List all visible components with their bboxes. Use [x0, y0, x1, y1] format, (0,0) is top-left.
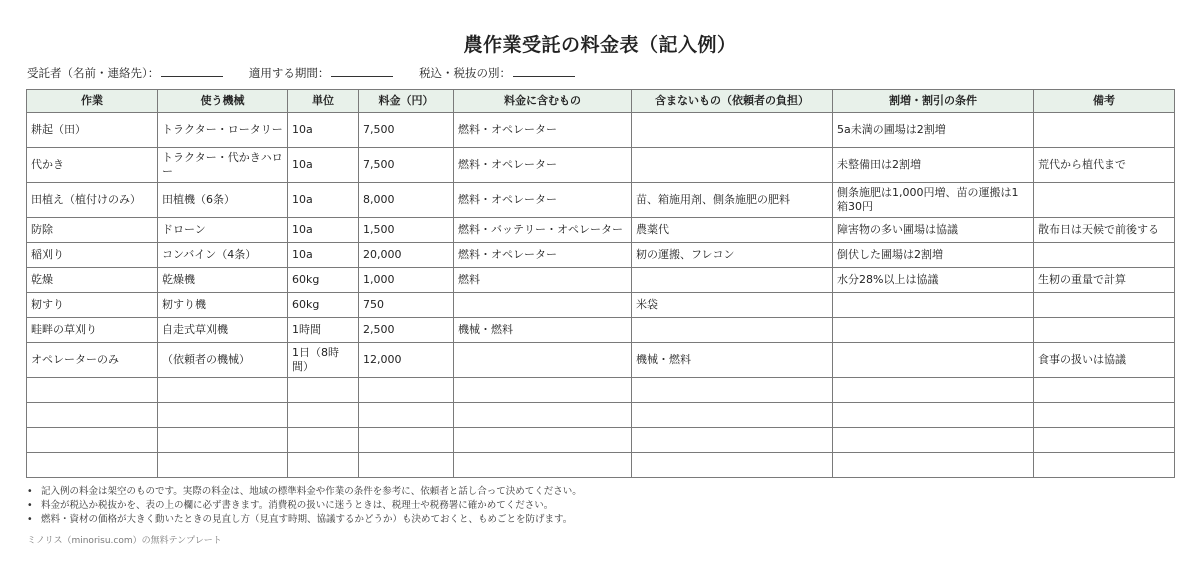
table-cell: 水分28%以上は協議: [833, 268, 1034, 293]
table-cell: 稲刈り: [27, 243, 158, 268]
table-cell: 750: [359, 293, 454, 318]
note-item: • 燃料・資材の価格が大きく動いたときの見直し方（見直す時期、協議するかどうか）も決めておくと、もめごとを防げます。: [27, 513, 582, 527]
table-cell: [632, 318, 833, 343]
meta-label-contractor: 受託者（名前・連絡先）：: [27, 66, 160, 80]
table-cell: 10a: [288, 243, 359, 268]
meta-label-tax: 税込・税抜の別：: [419, 66, 512, 80]
column-header: 単位: [288, 90, 359, 113]
table-cell: 機械・燃料: [454, 318, 632, 343]
table-row: [27, 318, 1175, 343]
table-cell: [833, 293, 1034, 318]
table-cell: [158, 453, 288, 478]
table-cell: [833, 403, 1034, 428]
table-cell: 燃料・オペレーター: [454, 148, 632, 183]
table-row: [27, 243, 1175, 268]
table-row: [27, 428, 1175, 453]
table-cell: [1034, 453, 1175, 478]
meta-blank-tax: [513, 66, 575, 77]
table-cell: [359, 428, 454, 453]
table-cell: 1,000: [359, 268, 454, 293]
table-cell: [27, 403, 158, 428]
table-row: [27, 343, 1175, 378]
table-cell: 倒伏した圃場は2割増: [833, 243, 1034, 268]
meta-blank-contractor: [161, 66, 223, 77]
table-cell: 20,000: [359, 243, 454, 268]
table-cell: 自走式草刈機: [158, 318, 288, 343]
column-header: 含まないもの（依頼者の負担）: [632, 90, 833, 113]
table-cell: 籾すり: [27, 293, 158, 318]
table-cell: 1時間: [288, 318, 359, 343]
table-cell: オペレーターのみ: [27, 343, 158, 378]
table-cell: [833, 453, 1034, 478]
table-cell: [632, 113, 833, 148]
table-cell: [27, 378, 158, 403]
table-cell: [1034, 318, 1175, 343]
table-cell: トラクター・代かきハロー: [158, 148, 288, 183]
table-cell: 籾の運搬、フレコン: [632, 243, 833, 268]
note-item: • 記入例の料金は架空のものです。実際の料金は、地域の標準料金や作業の条件を参考に、依頼者と話し合って決めてください。: [27, 485, 582, 499]
table-cell: 機械・燃料: [632, 343, 833, 378]
column-header: 使う機械: [158, 90, 288, 113]
table-body: [27, 113, 1175, 478]
column-header: 料金に含むもの: [454, 90, 632, 113]
table-cell: [1034, 243, 1175, 268]
table-cell: [1034, 113, 1175, 148]
table-cell: [454, 343, 632, 378]
fee-table: [26, 89, 1175, 478]
table-row: [27, 183, 1175, 218]
table-cell: 食事の扱いは協議: [1034, 343, 1175, 378]
table-row: [27, 378, 1175, 403]
table-cell: 耕起（田）: [27, 113, 158, 148]
table-header-row: [27, 90, 1175, 113]
meta-blank-period: [331, 66, 393, 77]
table-cell: 燃料・オペレーター: [454, 113, 632, 148]
table-cell: 10a: [288, 113, 359, 148]
table-cell: [359, 403, 454, 428]
column-header: 備考: [1034, 90, 1175, 113]
table-cell: （依頼者の機械）: [158, 343, 288, 378]
table-cell: 1,500: [359, 218, 454, 243]
table-cell: [454, 378, 632, 403]
table-cell: 1日（8時間）: [288, 343, 359, 378]
table-cell: 側条施肥は1,000円増、苗の運搬は1箱30円: [833, 183, 1034, 218]
table-cell: 燃料: [454, 268, 632, 293]
table-cell: 未整備田は2割増: [833, 148, 1034, 183]
table-cell: [1034, 428, 1175, 453]
table-cell: [359, 378, 454, 403]
table-cell: 生籾の重量で計算: [1034, 268, 1175, 293]
table-cell: [1034, 403, 1175, 428]
column-header: 料金（円）: [359, 90, 454, 113]
table-cell: 畦畔の草刈り: [27, 318, 158, 343]
table-cell: 籾すり機: [158, 293, 288, 318]
column-header: 作業: [27, 90, 158, 113]
table-cell: [158, 428, 288, 453]
table-cell: 乾燥機: [158, 268, 288, 293]
table-cell: [1034, 293, 1175, 318]
table-cell: [632, 148, 833, 183]
note-item: • 料金が税込か税抜かを、表の上の欄に必ず書きます。消費税の扱いに迷うときは、税理士や税務署に確かめてください。: [27, 499, 582, 513]
notes-list: [27, 485, 582, 527]
table-cell: 12,000: [359, 343, 454, 378]
table-cell: [632, 403, 833, 428]
table-cell: 10a: [288, 148, 359, 183]
meta-field-contractor: [27, 65, 223, 81]
table-cell: [27, 428, 158, 453]
table-cell: 10a: [288, 183, 359, 218]
table-cell: 乾燥: [27, 268, 158, 293]
table-cell: [288, 428, 359, 453]
table-row: [27, 113, 1175, 148]
table-cell: [454, 293, 632, 318]
table-cell: [632, 453, 833, 478]
table-cell: [454, 403, 632, 428]
table-cell: [288, 403, 359, 428]
table-cell: [359, 453, 454, 478]
table-cell: 荒代から植代まで: [1034, 148, 1175, 183]
table-cell: [27, 453, 158, 478]
table-cell: トラクター・ロータリー: [158, 113, 288, 148]
table-cell: [833, 378, 1034, 403]
table-cell: 散布日は天候で前後する: [1034, 218, 1175, 243]
table-cell: 米袋: [632, 293, 833, 318]
table-row: [27, 293, 1175, 318]
meta-fields: [27, 65, 597, 81]
table-cell: [833, 343, 1034, 378]
meta-field-period: [249, 65, 394, 81]
table-cell: 苗、箱施用剤、側条施肥の肥料: [632, 183, 833, 218]
table-cell: 燃料・オペレーター: [454, 243, 632, 268]
table-cell: 代かき: [27, 148, 158, 183]
table-cell: [158, 403, 288, 428]
table-cell: [454, 453, 632, 478]
table-cell: 10a: [288, 218, 359, 243]
table-cell: 防除: [27, 218, 158, 243]
table-cell: 農薬代: [632, 218, 833, 243]
table-cell: [288, 378, 359, 403]
table-cell: 田植え（植付けのみ）: [27, 183, 158, 218]
table-cell: 60kg: [288, 293, 359, 318]
meta-field-tax: [419, 65, 575, 81]
table-cell: 7,500: [359, 113, 454, 148]
table-cell: 60kg: [288, 268, 359, 293]
table-cell: コンバイン（4条）: [158, 243, 288, 268]
table-row: [27, 148, 1175, 183]
table-cell: 2,500: [359, 318, 454, 343]
table-cell: [454, 428, 632, 453]
table-cell: ドローン: [158, 218, 288, 243]
template-credit: ミノリス（minorisu.com）の無料テンプレート: [27, 536, 222, 546]
table-cell: 燃料・バッテリー・オペレーター: [454, 218, 632, 243]
page-title: 農作業受託の料金表（記入例）: [463, 34, 737, 56]
table-cell: 8,000: [359, 183, 454, 218]
table-cell: [632, 268, 833, 293]
table-cell: 7,500: [359, 148, 454, 183]
table-cell: [833, 428, 1034, 453]
table-row: [27, 453, 1175, 478]
table-row: [27, 403, 1175, 428]
table-row: [27, 268, 1175, 293]
table-cell: [1034, 378, 1175, 403]
table-cell: 5a未満の圃場は2割増: [833, 113, 1034, 148]
table-cell: 田植機（6条）: [158, 183, 288, 218]
table-cell: [288, 453, 359, 478]
table-cell: 燃料・オペレーター: [454, 183, 632, 218]
table-row: [27, 218, 1175, 243]
table-cell: [632, 428, 833, 453]
table-cell: [1034, 183, 1175, 218]
table-cell: 障害物の多い圃場は協議: [833, 218, 1034, 243]
table-cell: [158, 378, 288, 403]
table-cell: [833, 318, 1034, 343]
table-cell: [632, 378, 833, 403]
column-header: 割増・割引の条件: [833, 90, 1034, 113]
meta-label-period: 適用する期間：: [248, 66, 330, 80]
